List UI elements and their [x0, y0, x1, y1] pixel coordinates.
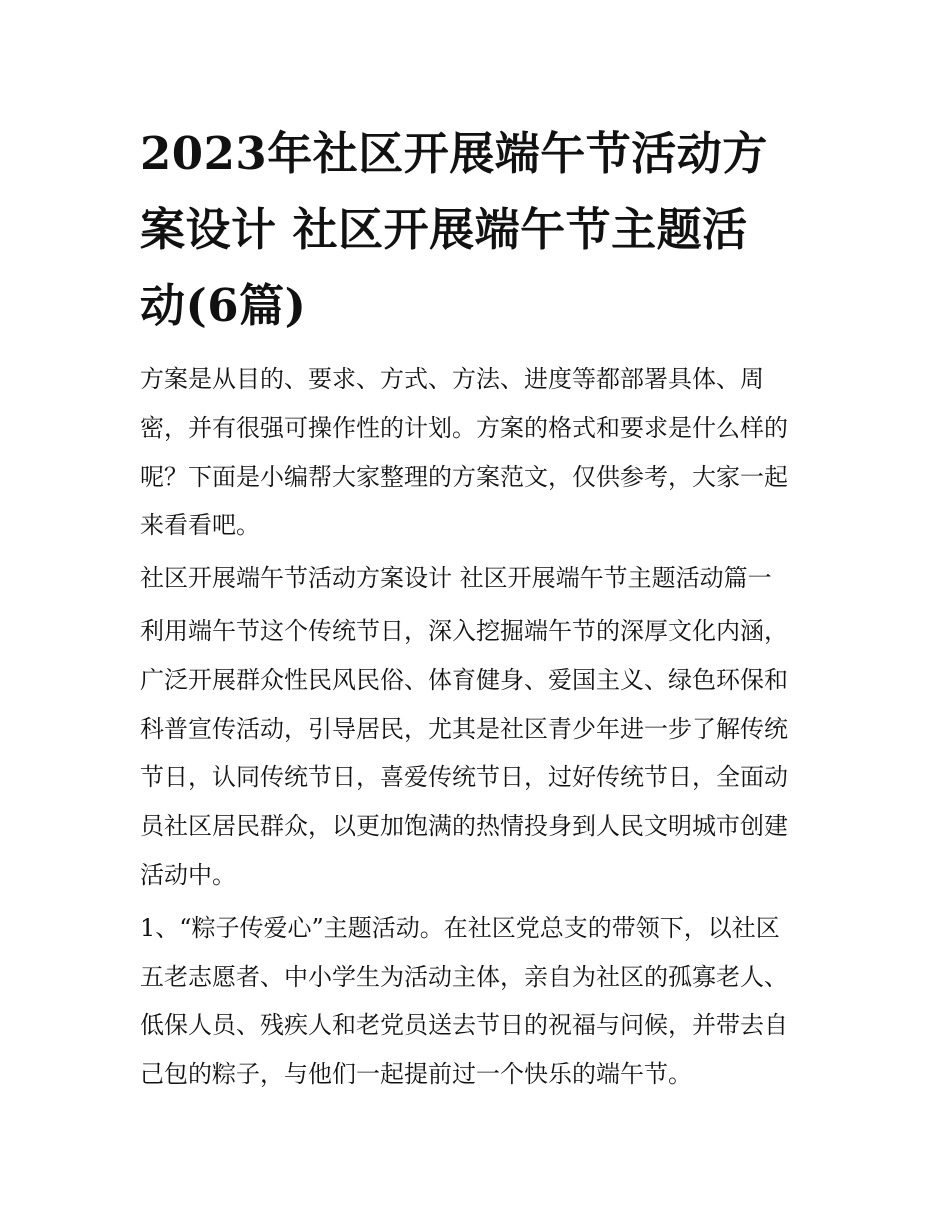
text-line: 1、“粽子传爱心”主题活动。在社区党总支的带领下，以社区	[140, 913, 780, 942]
text-line: 广泛开展群众性民风民俗、体育健身、爱国主义、绿色环保和	[140, 665, 788, 694]
text-line: 员社区居民群众，以更加饱满的热情投身到人民文明城市创建	[140, 812, 788, 841]
text-line: 低保人员、残疾人和老党员送去节日的祝福与问候，并带去自	[140, 1011, 788, 1040]
activity-paragraph	[140, 904, 820, 1099]
title-line: 动(6篇)	[140, 279, 307, 332]
body-paragraph	[140, 607, 820, 900]
text-line: 节日，认同传统节日，喜爱传统节日，过好传统节日，全面动	[140, 763, 788, 792]
document-title	[140, 116, 820, 344]
text-line: 方案是从目的、要求、方式、方法、进度等都部署具体、周	[140, 365, 764, 393]
text-line: 活动中。	[140, 860, 236, 889]
text-line: 五老志愿者、中小学生为活动主体，亲自为社区的孤寡老人、	[140, 962, 788, 991]
intro-paragraph	[140, 355, 820, 550]
text-line: 密，并有很强可操作性的计划。方案的格式和要求是什么样的	[140, 413, 788, 442]
text-line: 科普宣传活动，引导居民，尤其是社区青少年进一步了解传统	[140, 714, 788, 743]
text-line: 呢？下面是小编帮大家整理的方案范文，仅供参考，大家一起	[140, 462, 788, 491]
section-heading-paragraph	[140, 554, 820, 603]
text-line: 利用端午节这个传统节日，深入挖掘端午节的深厚文化内涵，	[140, 616, 788, 645]
text-line: 己包的粽子，与他们一起提前过一个快乐的端午节。	[140, 1060, 692, 1089]
title-line: 案设计 社区开展端午节主题活	[140, 203, 748, 256]
title-line: 2023年社区开展端午节活动方	[140, 127, 768, 180]
text-line: 社区开展端午节活动方案设计 社区开展端午节主题活动篇一	[140, 564, 772, 593]
text-line: 来看看吧。	[140, 511, 260, 540]
document-body	[140, 355, 820, 1103]
